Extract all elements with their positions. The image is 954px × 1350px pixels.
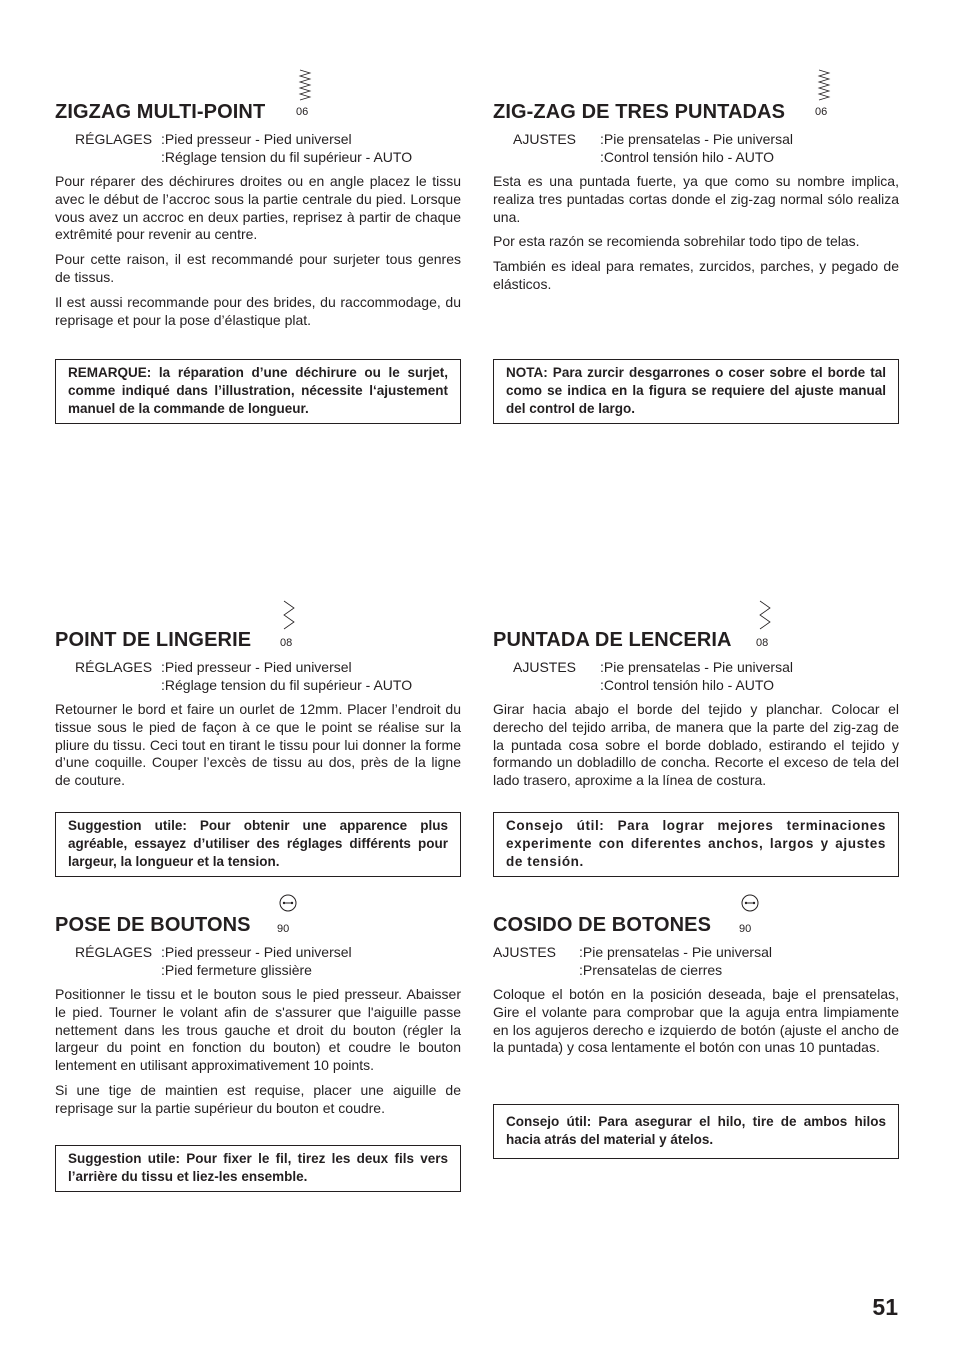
multi-zigzag-stitch-icon xyxy=(298,70,312,102)
multi-zigzag-stitch-icon xyxy=(817,70,831,102)
stitch-code: 06 xyxy=(815,106,828,118)
settings-line: :Pie prensatelas - Pie universal xyxy=(600,659,793,675)
settings-line: :Pied presseur - Pied universel xyxy=(161,659,352,675)
shell-stitch-icon xyxy=(282,601,296,631)
shell-stitch-icon xyxy=(758,601,772,631)
settings-block xyxy=(493,943,899,979)
paragraph: También es ideal para remates, zurcidos, parches, y pegado de elásticos. xyxy=(493,258,899,292)
settings-block xyxy=(55,943,461,979)
page-number: 51 xyxy=(872,1294,898,1320)
section-title: POINT DE LINGERIE xyxy=(55,629,252,651)
settings-line: :Control tensión hilo - AUTO xyxy=(600,149,775,165)
stitch-code: 06 xyxy=(296,106,309,118)
settings-label: RÉGLAGES xyxy=(75,944,153,960)
settings-line: :Pied fermeture glissière xyxy=(161,962,312,978)
settings-block xyxy=(493,658,899,694)
settings-block xyxy=(55,658,461,694)
stitch-indicator xyxy=(739,894,765,942)
stitch-indicator xyxy=(280,601,306,649)
section-zig-zag-de-tres-puntadas xyxy=(493,88,899,294)
section-cosido-de-botones xyxy=(493,901,899,1057)
stitch-indicator xyxy=(277,894,303,942)
paragraph: Si une tige de maintien est requise, placer une aiguille de reprisage sur la partie supérieur du bouton et coudre. xyxy=(55,1081,461,1116)
paragraph: Pour cette raison, il est recommandé pour surjeter tous genres de tissus. xyxy=(55,251,461,285)
section-zigzag-multi-point xyxy=(55,88,461,329)
paragraph: Por esta razón se recomienda sobrehilar todo tipo de telas. xyxy=(493,233,860,250)
section-title: ZIG-ZAG DE TRES PUNTADAS xyxy=(493,101,786,123)
stitch-code: 90 xyxy=(277,923,290,935)
settings-label: RÉGLAGES xyxy=(75,131,153,147)
settings-block xyxy=(55,130,461,166)
settings-line: :Réglage tension du fil supérieur - AUTO xyxy=(161,149,413,165)
stitch-code: 90 xyxy=(739,923,752,935)
section-pose-de-boutons xyxy=(55,901,461,1118)
settings-label: AJUSTES xyxy=(513,131,577,147)
note-box: Suggestion utile: Pour obtenir une apparence plus agréable, essayez d’utiliser des réglages différents pour largeur, la longueur et la tension. xyxy=(55,812,461,877)
stitch-code: 08 xyxy=(280,637,293,649)
settings-line: :Pie prensatelas - Pie universal xyxy=(579,944,772,960)
stitch-indicator xyxy=(296,70,322,118)
note-box: Consejo útil: Para lograr mejores terminaciones experimente con diferentes anchos, largos y ajustes de tensión. xyxy=(493,812,899,877)
settings-line: :Pie prensatelas - Pie universal xyxy=(600,131,793,147)
settings-label: AJUSTES xyxy=(513,659,577,675)
note-box: NOTA: Para zurcir desgarrones o coser sobre el borde tal como se indica en la figura se requiere del ajuste manual del control de largo. xyxy=(493,359,899,424)
button-sewing-icon xyxy=(741,894,759,912)
paragraph: Girar hacia abajo el borde del tejido y planchar. Colocar el derecho del tejido arriba, de manera que la parte del zig-zag de la puntada cosa sobre el borde doblado, estirando el tejido y formando un dobladillo de concha. Recorte el exceso de tela del lado trasero, aproxime a la línea de costura. xyxy=(493,701,899,789)
settings-line: :Pied presseur - Pied universel xyxy=(161,131,352,147)
settings-line: :Control tensión hilo - AUTO xyxy=(600,677,775,693)
settings-line: :Pied presseur - Pied universel xyxy=(161,944,352,960)
settings-label: RÉGLAGES xyxy=(75,659,153,675)
button-sewing-icon xyxy=(279,894,297,912)
paragraph: Pour réparer des déchirures droites ou en angle placez le tissu avec le début de l’accroc sous la partie centrale du pied. Lorsque vous avez un accroc en deux parties, reprisez à partir de chaque extrêmité pour revenir au centre. xyxy=(55,173,461,243)
settings-label: AJUSTES xyxy=(493,944,557,960)
settings-line: :Prensatelas de cierres xyxy=(579,962,723,978)
paragraph: Positionner le tissu et le bouton sous le pied presseur. Abaisser le pied. Tourner le volant afin de s'assurer que l'aiguille passe nettement dans les trous gauche et droit du bouton (régler la largeur du point en fonction du bouton) et coudre le bouton lentement en utilisant approximativement 10 points. xyxy=(55,986,461,1074)
note-box: Consejo útil: Para asegurar el hilo, tire de ambos hilos hacia atrás del material y átelos. xyxy=(493,1104,899,1159)
section-point-de-lingerie xyxy=(55,616,461,790)
section-title: PUNTADA DE LENCERIA xyxy=(493,629,732,651)
paragraph: Coloque el botón en la posición deseada, baje el prensatelas, Gire el volante para comprobar que la aguja entra limpiamente en los agujeros derecho e izquierdo de botón (ajuste el ancho de la puntada) y cosa lentamente el botón con unas 10 puntadas. xyxy=(493,986,899,1056)
section-puntada-de-lenceria xyxy=(493,616,899,790)
section-title: POSE DE BOUTONS xyxy=(55,914,251,936)
paragraph: Il est aussi recommande pour des brides, du raccommodage, du reprisage et pour la pose d’élastique plat. xyxy=(55,293,461,328)
paragraph: Esta es una puntada fuerte, ya que como su nombre implica, realiza tres puntadas cortas donde el zig-zag normal sólo realiza una. xyxy=(493,173,899,225)
note-box: Suggestion utile: Pour fixer le fil, tirez les deux fils vers l’arrière du tissu et liez-les ensemble. xyxy=(55,1145,461,1192)
settings-block xyxy=(493,130,899,166)
stitch-code: 08 xyxy=(756,637,769,649)
paragraph: Retourner le bord et faire un ourlet de 12mm. Placer l’endroit du tissue sous le pied de façon à ce que le point se réalise sur la pliure du tissu. Ceci tout en tirant le tissu pour lui donner la forme d’une coquille. Couper l’excès de tissu au dos, près de la ligne de couture. xyxy=(55,701,461,789)
stitch-indicator xyxy=(815,70,841,118)
section-title: ZIGZAG MULTI-POINT xyxy=(55,101,266,123)
settings-line: :Réglage tension du fil supérieur - AUTO xyxy=(161,677,413,693)
section-title: COSIDO DE BOTONES xyxy=(493,914,712,936)
stitch-indicator xyxy=(756,601,782,649)
note-box: REMARQUE: la réparation d’une déchirure ou le surjet, comme indiqué dans l’illustration, nécessite l‘ajustement manuel de la commande de longueur. xyxy=(55,359,461,424)
